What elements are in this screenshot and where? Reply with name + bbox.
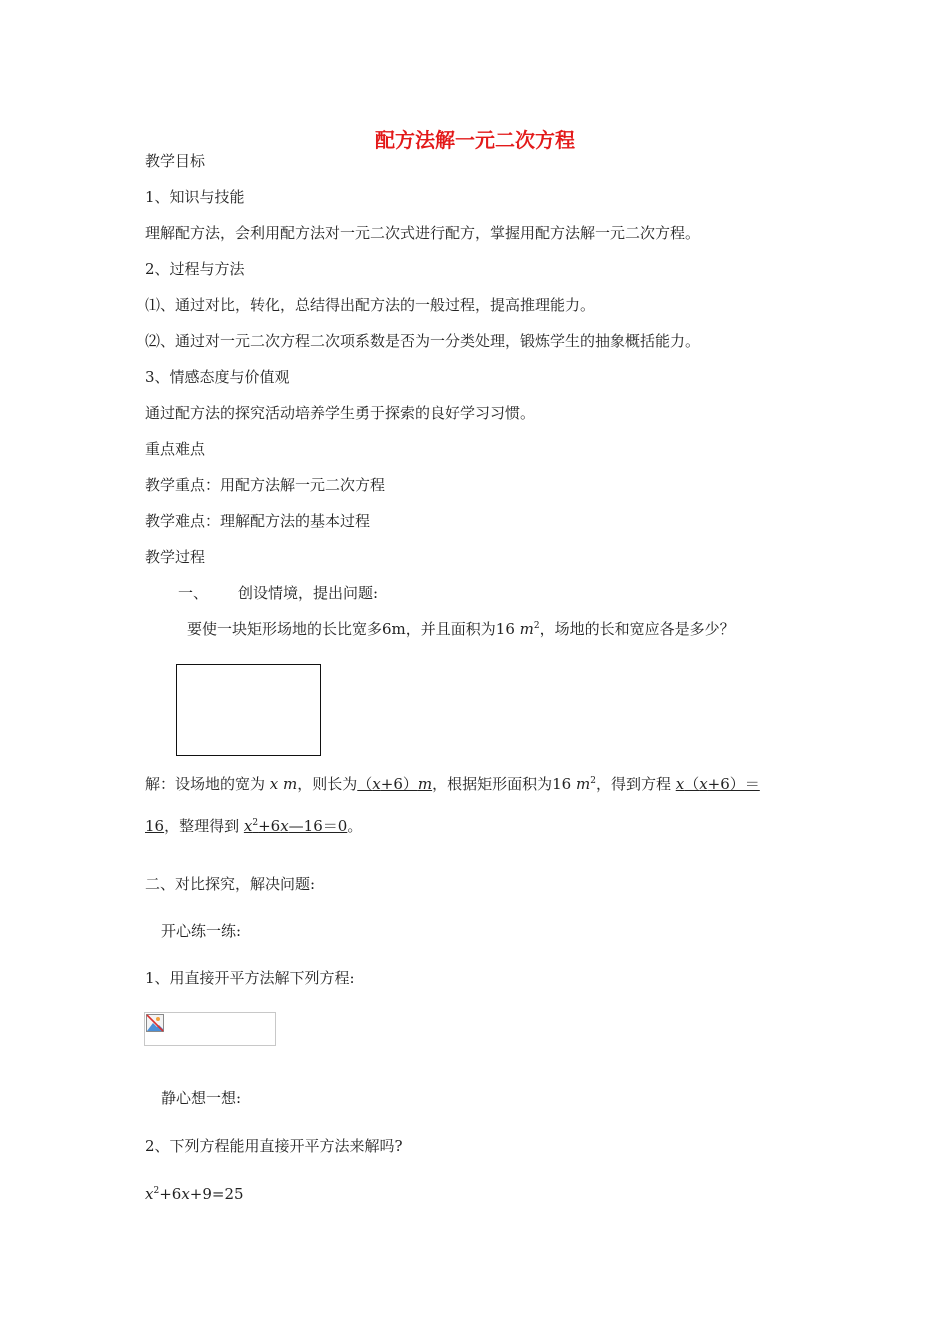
practice-heading: 开心练一练:	[161, 922, 242, 940]
equation-expression: x（x+6）＝	[675, 775, 760, 793]
question2: 2、下列方程能用直接开平方法来解吗?	[145, 1137, 403, 1155]
equation-rhs: 16	[145, 817, 165, 835]
section1-heading	[178, 583, 378, 603]
section2-heading: 二、对比探究，解决问题:	[145, 875, 316, 893]
rectangle-figure	[176, 664, 321, 756]
problem-statement: 要使一块矩形场地的长比宽多6m，并且面积为16 $m^2$，场地的长和宽应各是多少？	[187, 620, 735, 638]
length-expression: （x+6）m	[357, 775, 433, 793]
goals-heading: 教学目标	[145, 152, 206, 170]
equation-example: $x^2+6x+9=25$	[145, 1185, 244, 1203]
simplified-equation: $x^2+6x—16=0$	[243, 817, 348, 835]
goal2-item1: ⑴、通过对比，转化，总结得出配方法的一般过程，提高推理能力。	[145, 296, 596, 314]
broken-image	[144, 1012, 276, 1046]
goal2-item2: ⑵、通过对一元二次方程二次项系数是否为一分类处理，锻炼学生的抽象概括能力。	[145, 332, 701, 350]
difficulty: 教学难点：理解配方法的基本过程	[145, 512, 371, 530]
goal1-text: 理解配方法，会利用配方法对一元二次式进行配方，掌握用配方法解一元二次方程。	[145, 224, 701, 242]
page-title: 配方法解一元二次方程	[375, 128, 575, 152]
solution-line1: 解：设场地的宽为 x m，则长为（x+6）m，根据矩形面积为16 $m^2$，得到方程 x（x+6）＝	[145, 775, 760, 793]
broken-image-icon	[146, 1014, 164, 1032]
section1-number: 一、	[178, 584, 209, 602]
key-point: 教学重点：用配方法解一元二次方程	[145, 476, 386, 494]
key-heading: 重点难点	[145, 440, 206, 458]
question1: 1、用直接开平方法解下列方程:	[145, 969, 355, 987]
goal2-heading: 2、过程与方法	[145, 260, 245, 278]
solution-line2: 16，整理得到 $x^2+6x—16=0$。	[145, 817, 363, 835]
process-heading: 教学过程	[145, 548, 206, 566]
think-heading: 静心想一想:	[161, 1089, 242, 1107]
goal3-text: 通过配方法的探究活动培养学生勇于探索的良好学习习惯。	[145, 404, 536, 422]
section1-title: 创设情境，提出问题:	[238, 584, 379, 602]
goal3-heading: 3、情感态度与价值观	[145, 368, 290, 386]
goal1-heading: 1、知识与技能	[145, 188, 245, 206]
